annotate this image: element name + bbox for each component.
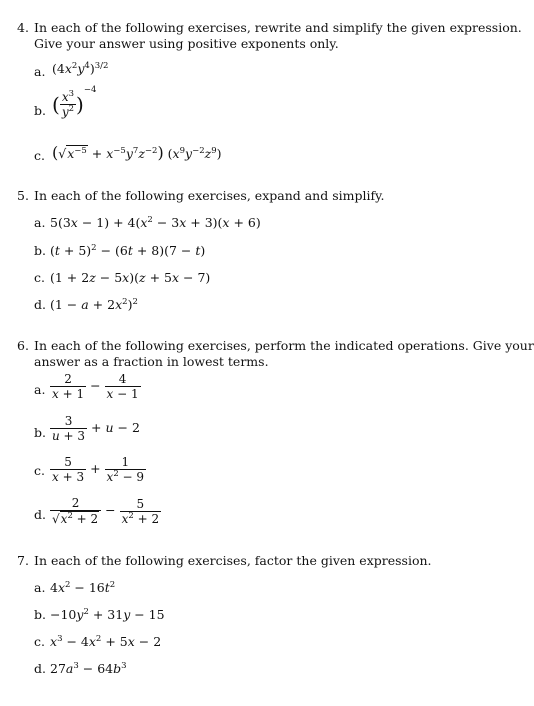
problem-6d-label: d. xyxy=(34,507,46,522)
problem-5a-label: a. xyxy=(34,215,46,230)
problem-6d-expression: $\frac{2}{√x^2 + 2}$ − $\frac{5}{x^2 + 2}$ xyxy=(52,496,160,526)
problem-6-instruction-line2: answer as a fraction in lowest terms. xyxy=(34,354,269,369)
problem-4b-label: b. xyxy=(34,103,46,118)
problem-4c-expression: $(√x^{-5} + x^{-5}y^7z^{-2})$ $(x^9y^{-2}z^9)$ xyxy=(52,143,222,162)
problem-7a-expression: $4x^2 - 16t^2$ xyxy=(50,580,116,595)
problem-4-instruction-line1: In each of the following exercises, rewrite and simplify the given expression. xyxy=(34,20,522,35)
problem-7b-label: b. xyxy=(34,607,46,622)
problem-5d-label: d. xyxy=(34,297,46,312)
problem-5b-expression: $(t + 5)^2 - (6t + 8)(7 - t)$ xyxy=(50,243,206,258)
problem-4c-label: c. xyxy=(34,148,45,163)
problem-5c-label: c. xyxy=(34,270,45,285)
problem-5d-expression: $(1 - a + 2x^2)^2$ xyxy=(50,297,138,312)
problem-5-number: 5. xyxy=(17,188,29,203)
problem-6-instruction-line1: In each of the following exercises, perform the indicated operations. Give your xyxy=(34,338,534,353)
problem-4-instruction-line2: Give your answer using positive exponents only. xyxy=(34,36,339,51)
problem-5a-expression: $5(3x - 1) + 4(x^2 - 3x + 3)(x + 6)$ xyxy=(50,215,261,230)
problem-6b-label: b. xyxy=(34,425,46,440)
problem-7-instruction: In each of the following exercises, factor the given expression. xyxy=(34,553,432,568)
problem-5c-expression: (1 + 2z − 5x)(z + 5x − 7) xyxy=(50,270,211,285)
problem-4a-expression: $(4x^2y^4)^{3/2}$ xyxy=(52,61,109,76)
problem-6b-expression: $\frac{3}{u + 3}$ + u − 2 xyxy=(52,414,140,443)
problem-7b-expression: $-10y^2 + 31y - 15$ xyxy=(50,607,165,622)
problem-6c-label: c. xyxy=(34,463,45,478)
problem-5b-label: b. xyxy=(34,243,46,258)
problem-4b-expression: ( $\frac{x^3}{y^2}$ )$^{-4}$ xyxy=(52,85,97,119)
problem-4a-label: a. xyxy=(34,64,46,79)
problem-7d-label: d. xyxy=(34,661,46,676)
problem-4-number: 4. xyxy=(17,20,29,35)
problem-6-number: 6. xyxy=(17,338,29,353)
problem-5-instruction: In each of the following exercises, expand and simplify. xyxy=(34,188,385,203)
problem-7c-expression: $x^3 - 4x^2 + 5x - 2$ xyxy=(50,634,162,649)
problem-7a-label: a. xyxy=(34,580,46,595)
problem-7c-label: c. xyxy=(34,634,45,649)
problem-6c-expression: $\frac{5}{x + 3}$ + $\frac{1}{x^2 - 9}$ xyxy=(52,455,145,484)
problem-7d-expression: $27a^3 - 64b^3$ xyxy=(50,661,127,676)
problem-6a-expression: $\frac{2}{x + 1}$ − $\frac{4}{x - 1}$ xyxy=(52,372,139,401)
problem-6a-label: a. xyxy=(34,382,46,397)
problem-7-number: 7. xyxy=(17,553,29,568)
